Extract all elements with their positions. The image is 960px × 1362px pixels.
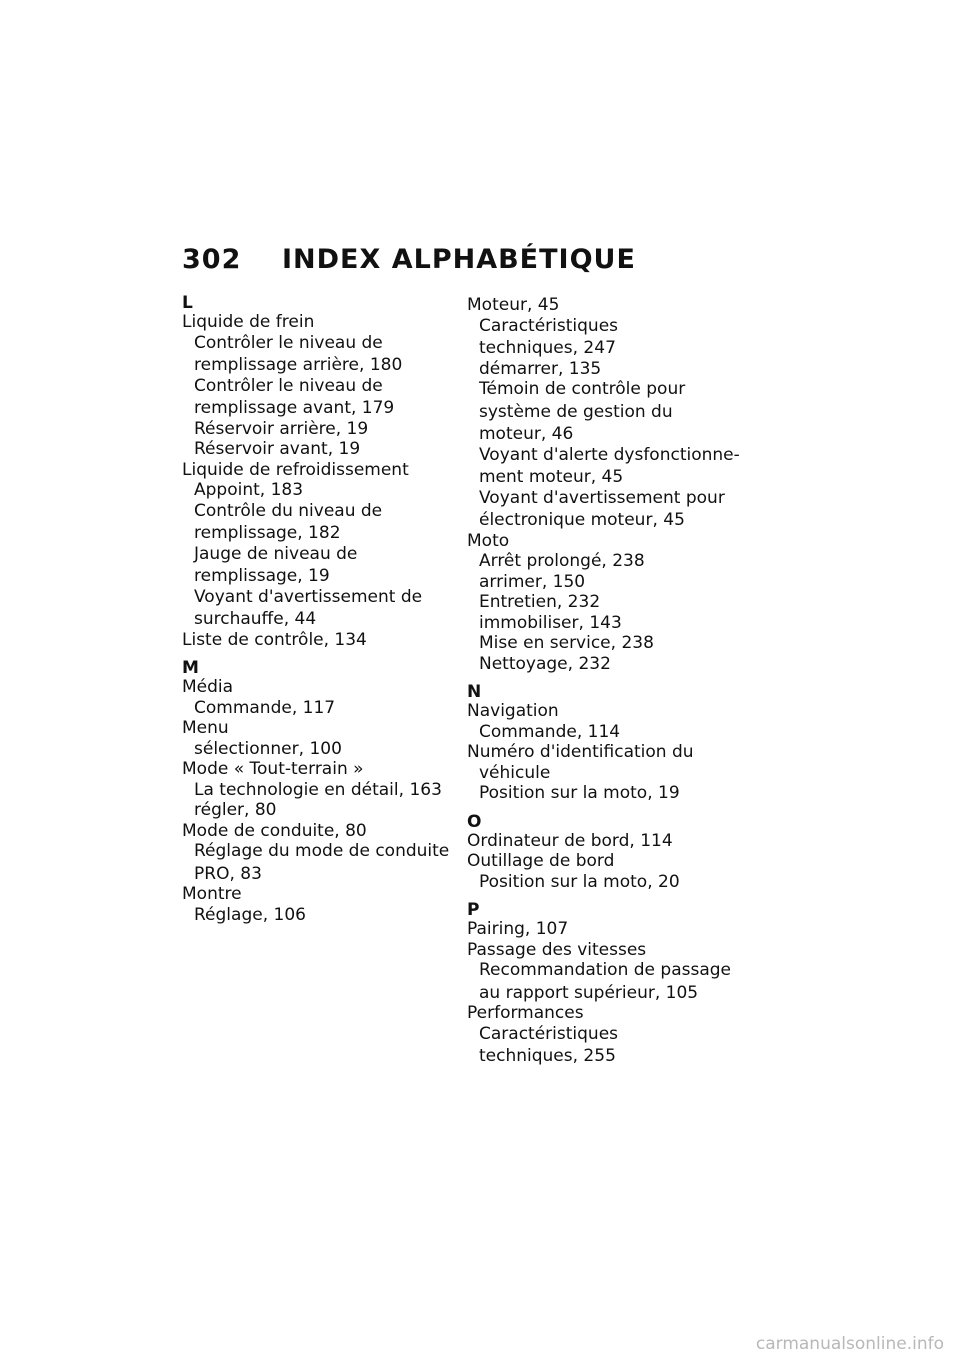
index-entry: Liquide de frein: [182, 312, 315, 332]
index-subentry-line: ment moteur, 45: [479, 467, 624, 487]
index-subentry-line: Appoint, 183: [194, 480, 304, 500]
index-subentry: [182, 376, 460, 419]
index-subentry: [182, 905, 460, 926]
index-subentry-line: régler, 80: [194, 800, 277, 820]
index-subentry-line: techniques, 255: [479, 1046, 616, 1066]
index-subentry-line: démarrer, 135: [479, 358, 602, 379]
index-subentry: [182, 780, 460, 801]
index-subentry-line: remplissage arrière, 180: [194, 355, 403, 375]
index-subentry-line: Arrêt prolongé, 238: [479, 551, 645, 571]
index-letter-heading: N: [467, 682, 482, 702]
index-subentry-line: La technologie en détail, 163: [194, 779, 442, 800]
section-spacer: [182, 650, 460, 660]
index-entry: Liste de contrôle, 134: [182, 629, 367, 650]
index-subentry-line: PRO, 83: [194, 863, 262, 884]
index-subentry-line: Mise en service, 238: [479, 633, 654, 653]
index-subentry: [467, 722, 745, 743]
index-subentry-line: Voyant d'avertissement de: [194, 586, 423, 607]
index-subentry: [467, 1024, 745, 1067]
index-subentry-line: au rapport supérieur, 105: [479, 982, 699, 1003]
watermark: carmanualsonline.info: [755, 1334, 944, 1354]
index-subentry-line: Position sur la moto, 20: [479, 871, 680, 892]
index-subentry: [182, 841, 460, 884]
index-entry: Montre: [182, 884, 242, 904]
index-subentry-line: moteur, 46: [479, 424, 574, 444]
index-subentry: [467, 551, 745, 572]
index-subentry-line: Réglage, 106: [194, 904, 306, 925]
index-subentry: [467, 488, 745, 531]
index-subentry-line: Caractéristiques: [479, 315, 619, 336]
index-entry: Passage des vitesses: [467, 939, 647, 960]
index-subentry: [182, 439, 460, 460]
index-subentry-line: Commande, 117: [194, 697, 336, 718]
index-entry: Outillage de bord: [467, 851, 615, 871]
index-subentry: [467, 960, 745, 1003]
index-entry: Performances: [467, 1003, 584, 1023]
index-subentry-line: Commande, 114: [479, 721, 621, 742]
index-entry: Liquide de refroidissement: [182, 459, 409, 480]
index-subentry: [467, 763, 745, 784]
page-title: INDEX ALPHABÉTIQUE: [282, 244, 636, 275]
index-subentry-line: Témoin de contrôle pour: [479, 379, 686, 399]
index-entry: Navigation: [467, 701, 559, 721]
index-subentry: [467, 359, 745, 380]
index-subentry-line: Recommandation de passage: [479, 960, 731, 980]
index-subentry: [467, 613, 745, 634]
index-subentry: [182, 501, 460, 544]
index-subentry-line: Voyant d'alerte dysfonctionne-: [479, 444, 740, 465]
index-letter-heading: P: [467, 900, 480, 920]
index-subentry: [182, 800, 460, 821]
section-spacer: [467, 804, 745, 814]
index-entry: Moto: [467, 530, 510, 551]
index-subentry: [182, 419, 460, 440]
index-subentry-line: sélectionner, 100: [194, 738, 342, 759]
index-subentry: [467, 445, 745, 488]
index-subentry-line: immobiliser, 143: [479, 612, 622, 633]
index-subentry: [467, 654, 745, 675]
index-subentry: [467, 872, 745, 893]
index-subentry: [467, 592, 745, 613]
index-letter-heading: O: [467, 811, 482, 832]
index-entry: Ordinateur de bord, 114: [467, 830, 673, 851]
page-header: [182, 244, 636, 275]
index-entry: Média: [182, 677, 234, 697]
index-entry: Menu: [182, 718, 229, 738]
index-subentry-line: remplissage, 182: [194, 523, 341, 543]
index-subentry: [182, 333, 460, 376]
index-subentry-line: Jauge de niveau de: [194, 543, 358, 564]
index-subentry-line: Caractéristiques: [479, 1023, 619, 1044]
index-subentry-line: Contrôler le niveau de: [194, 375, 383, 396]
index-subentry: [182, 739, 460, 760]
index-column-right: [467, 295, 745, 1067]
index-subentry: [467, 572, 745, 593]
index-subentry-line: arrimer, 150: [479, 571, 586, 592]
index-subentry-line: Contrôle du niveau de: [194, 500, 383, 521]
index-subentry-line: remplissage, 19: [194, 566, 330, 586]
index-subentry-line: Voyant d'avertissement pour: [479, 487, 725, 508]
index-subentry-line: Réglage du mode de conduite: [194, 841, 450, 861]
index-letter-heading: M: [182, 658, 199, 678]
index-entry: Numéro d'identification du: [467, 742, 694, 762]
index-subentry-line: Position sur la moto, 19: [479, 783, 680, 803]
index-subentry-line: techniques, 247: [479, 338, 616, 358]
index-subentry-line: remplissage avant, 179: [194, 398, 395, 418]
index-entry: Mode « Tout-terrain »: [182, 759, 364, 779]
index-entry: Mode de conduite, 80: [182, 820, 367, 841]
index-subentry-line: Contrôler le niveau de: [194, 332, 383, 353]
section-spacer: [467, 674, 745, 684]
index-column-left: [182, 295, 460, 925]
index-subentry: [182, 587, 460, 630]
index-subentry-line: Réservoir avant, 19: [194, 439, 361, 459]
index-subentry: [467, 633, 745, 654]
index-subentry: [182, 480, 460, 501]
section-spacer: [467, 892, 745, 902]
index-subentry-line: système de gestion du: [479, 401, 673, 422]
index-letter-heading: L: [182, 293, 193, 313]
index-subentry-line: véhicule: [479, 762, 551, 783]
index-subentry-line: Réservoir arrière, 19: [194, 418, 369, 439]
index-subentry-line: surchauffe, 44: [194, 609, 317, 629]
index-subentry-line: Entretien, 232: [479, 592, 601, 612]
page-number: 302: [182, 244, 242, 275]
index-subentry: [467, 783, 745, 804]
index-entry: Moteur, 45: [467, 295, 560, 315]
index-entry: Pairing, 107: [467, 919, 569, 939]
index-subentry-line: Nettoyage, 232: [479, 653, 611, 674]
index-subentry: [467, 316, 745, 359]
index-subentry-line: électronique moteur, 45: [479, 510, 685, 530]
index-subentry: [467, 379, 745, 445]
index-subentry: [182, 544, 460, 587]
index-subentry: [182, 698, 460, 719]
